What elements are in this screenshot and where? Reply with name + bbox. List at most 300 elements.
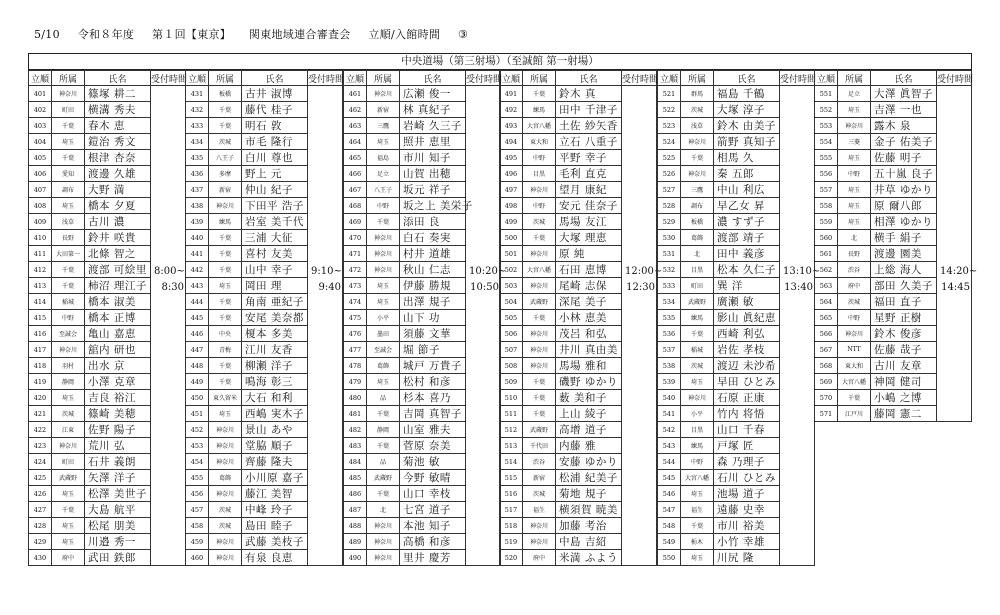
entry-affiliation: 神奈川 bbox=[367, 534, 400, 550]
entry-affiliation: 江東 bbox=[52, 422, 85, 438]
entry-number: 426 bbox=[29, 486, 52, 502]
entry-number: 556 bbox=[815, 166, 838, 182]
entry-number: 530 bbox=[658, 230, 681, 246]
entry-name: 廣瀬 敏 bbox=[714, 294, 780, 310]
entry-number: 485 bbox=[344, 470, 367, 486]
entry-number: 410 bbox=[29, 230, 52, 246]
entry-name: 濃 すず子 bbox=[714, 214, 780, 230]
entry-affiliation: 中野 bbox=[367, 198, 400, 214]
entry-affiliation: 大宮八幡 bbox=[838, 374, 871, 390]
entry-number: 457 bbox=[186, 502, 209, 518]
entry-number: 548 bbox=[658, 518, 681, 534]
column-name: 氏名 bbox=[242, 71, 308, 86]
entry-affiliation: 千代田 bbox=[523, 438, 556, 454]
entry-affiliation: 埼玉 bbox=[681, 486, 714, 502]
column-time: 受付時間 bbox=[622, 71, 657, 86]
entry-number: 464 bbox=[344, 134, 367, 150]
entry-name: 横手 絹子 bbox=[871, 230, 937, 246]
entry-affiliation: 神奈川 bbox=[681, 134, 714, 150]
entry-table bbox=[185, 70, 343, 566]
entry-affiliation: 品 bbox=[367, 390, 400, 406]
entry-name: 篠塚 耕二 bbox=[85, 86, 151, 102]
entry-name: 鈴木 真 bbox=[556, 86, 622, 102]
entry-affiliation: 新宿 bbox=[367, 102, 400, 118]
entry-number: 441 bbox=[186, 246, 209, 262]
entry-number: 435 bbox=[186, 150, 209, 166]
reception-time-cell bbox=[308, 86, 343, 566]
entry-affiliation: 千葉 bbox=[367, 214, 400, 230]
entry-affiliation: 稲城 bbox=[52, 294, 85, 310]
entry-number: 537 bbox=[658, 342, 681, 358]
entry-name: 西嶋 実木子 bbox=[242, 406, 308, 422]
entry-name: 有泉 良恵 bbox=[242, 550, 308, 566]
entry-affiliation: 多摩 bbox=[209, 166, 242, 182]
entry-name: 金子 佑美子 bbox=[871, 134, 937, 150]
column-time: 受付時間 bbox=[466, 71, 501, 86]
entry-name: 三浦 大征 bbox=[242, 230, 308, 246]
entry-affiliation: 神奈川 bbox=[52, 86, 85, 102]
table-row bbox=[815, 86, 972, 102]
entry-affiliation: 町田 bbox=[681, 278, 714, 294]
entry-affiliation: 足立 bbox=[367, 166, 400, 182]
entry-number: 408 bbox=[29, 198, 52, 214]
entry-affiliation: 埼玉 bbox=[838, 214, 871, 230]
entry-number: 451 bbox=[186, 406, 209, 422]
entry-number: 496 bbox=[500, 166, 523, 182]
entry-name: 春木 恵 bbox=[85, 118, 151, 134]
schedule-sheet bbox=[28, 53, 978, 593]
reception-end: 8:30 bbox=[161, 282, 184, 294]
entry-affiliation: 埼玉 bbox=[367, 294, 400, 310]
entry-name: 篠崎 美穂 bbox=[85, 406, 151, 422]
entry-name: 本池 知子 bbox=[400, 518, 466, 534]
reception-end: 14:45 bbox=[941, 282, 970, 294]
entry-affiliation: 武蔵野 bbox=[681, 294, 714, 310]
entry-affiliation: 埼玉 bbox=[52, 486, 85, 502]
entry-name: 松本 久仁子 bbox=[714, 262, 780, 278]
reception-end: 12:30 bbox=[626, 282, 655, 294]
column-time: 受付時間 bbox=[780, 71, 815, 86]
entry-name: 石川 ひとみ bbox=[714, 470, 780, 486]
entry-name: 藤江 美智 bbox=[242, 486, 308, 502]
entry-number: 567 bbox=[815, 342, 838, 358]
entry-number: 569 bbox=[815, 374, 838, 390]
entry-affiliation: 千葉 bbox=[52, 150, 85, 166]
entry-affiliation: 埼玉 bbox=[52, 390, 85, 406]
entry-number: 545 bbox=[658, 470, 681, 486]
entry-number: 420 bbox=[29, 390, 52, 406]
entry-affiliation: 小平 bbox=[367, 310, 400, 326]
entry-name: 鳴海 彰三 bbox=[242, 374, 308, 390]
entry-number: 472 bbox=[344, 262, 367, 278]
entry-name: 藤岡 憲二 bbox=[871, 406, 937, 422]
entry-name: 平野 幸子 bbox=[556, 150, 622, 166]
reception-start: 9:10~ bbox=[311, 266, 342, 278]
entry-affiliation: 千葉 bbox=[523, 310, 556, 326]
entry-affiliation: 栃木 bbox=[681, 534, 714, 550]
entry-affiliation: 神奈川 bbox=[367, 262, 400, 278]
entry-number: 495 bbox=[500, 150, 523, 166]
entry-affiliation: 千葉 bbox=[209, 374, 242, 390]
reception-start: 8:00~ bbox=[154, 266, 185, 278]
entry-affiliation: 三鷹 bbox=[681, 182, 714, 198]
entry-number: 460 bbox=[186, 550, 209, 566]
time-block-4 bbox=[499, 70, 663, 566]
entry-number: 402 bbox=[29, 102, 52, 118]
entry-number: 527 bbox=[658, 182, 681, 198]
entry-name: 坂元 祥子 bbox=[400, 182, 466, 198]
entry-name: 尾崎 志保 bbox=[556, 278, 622, 294]
entry-name: 岡田 理 bbox=[242, 278, 308, 294]
entry-number: 552 bbox=[815, 102, 838, 118]
entry-name: 大野 満 bbox=[85, 182, 151, 198]
column-no: 立順 bbox=[186, 71, 209, 86]
entry-affiliation: 中野 bbox=[838, 166, 871, 182]
entry-affiliation: 目黒 bbox=[523, 166, 556, 182]
entry-affiliation: 神奈川 bbox=[209, 422, 242, 438]
entry-number: 528 bbox=[658, 198, 681, 214]
entry-affiliation: 埼玉 bbox=[209, 406, 242, 422]
entry-number: 524 bbox=[658, 134, 681, 150]
entry-number: 424 bbox=[29, 454, 52, 470]
column-time: 受付時間 bbox=[308, 71, 343, 86]
entry-name: 亀山 嘉恵 bbox=[85, 326, 151, 342]
entry-name: 渡部 可絵里 bbox=[85, 262, 151, 278]
entry-number: 546 bbox=[658, 486, 681, 502]
entry-name: 小川原 嘉子 bbox=[242, 470, 308, 486]
entry-number: 539 bbox=[658, 374, 681, 390]
entry-affiliation: 長野 bbox=[838, 246, 871, 262]
entry-affiliation: 大宮八幡 bbox=[681, 470, 714, 486]
entry-name: 古川 濃 bbox=[85, 214, 151, 230]
column-name: 氏名 bbox=[85, 71, 151, 86]
entry-affiliation: 茨城 bbox=[838, 294, 871, 310]
entry-number: 484 bbox=[344, 454, 367, 470]
entry-number: 563 bbox=[815, 278, 838, 294]
entry-affiliation: 福生 bbox=[681, 502, 714, 518]
reception-time-cell bbox=[466, 86, 507, 566]
entry-number: 507 bbox=[500, 342, 523, 358]
entry-affiliation: 神奈川 bbox=[52, 438, 85, 454]
entry-name: 武藤 美枝子 bbox=[242, 534, 308, 550]
time-block-5 bbox=[657, 70, 821, 566]
entry-affiliation: 埼玉 bbox=[838, 150, 871, 166]
reception-end: 9:40 bbox=[318, 282, 341, 294]
entry-affiliation: 埼玉 bbox=[838, 198, 871, 214]
entry-name: 小林 恵美 bbox=[556, 310, 622, 326]
entry-number: 442 bbox=[186, 262, 209, 278]
entry-number: 487 bbox=[344, 502, 367, 518]
column-affiliation: 所属 bbox=[209, 71, 242, 86]
entry-affiliation: 千葉 bbox=[209, 230, 242, 246]
entry-name: 望月 康紀 bbox=[556, 182, 622, 198]
entry-number: 425 bbox=[29, 470, 52, 486]
entry-affiliation: 埼玉 bbox=[52, 134, 85, 150]
entry-name: 松尾 朋美 bbox=[85, 518, 151, 534]
entry-affiliation: 茨城 bbox=[681, 358, 714, 374]
entry-number: 428 bbox=[29, 518, 52, 534]
entry-name: 小嶋 之博 bbox=[871, 390, 937, 406]
entry-affiliation: 千葉 bbox=[523, 86, 556, 102]
entry-name: 橋本 正博 bbox=[85, 310, 151, 326]
entry-name: 石井 義朗 bbox=[85, 454, 151, 470]
entry-name: 加藤 考治 bbox=[556, 518, 622, 534]
entry-affiliation: 愛知 bbox=[52, 166, 85, 182]
entry-number: 478 bbox=[344, 358, 367, 374]
entry-number: 499 bbox=[500, 214, 523, 230]
entry-affiliation: 千葉 bbox=[523, 390, 556, 406]
entry-name: 藤代 桂子 bbox=[242, 102, 308, 118]
table-row bbox=[186, 86, 343, 102]
entry-number: 510 bbox=[500, 390, 523, 406]
entry-affiliation: 中野 bbox=[838, 310, 871, 326]
entry-name: 影山 眞紀恵 bbox=[714, 310, 780, 326]
entry-number: 571 bbox=[815, 406, 838, 422]
entry-affiliation: 神奈川 bbox=[367, 246, 400, 262]
entry-name: 相馬 久 bbox=[714, 150, 780, 166]
entry-affiliation: 茨城 bbox=[523, 486, 556, 502]
entry-table bbox=[814, 70, 978, 422]
entry-number: 415 bbox=[29, 310, 52, 326]
header-date: 5/10 bbox=[34, 28, 60, 41]
entry-name: 馬場 雅和 bbox=[556, 358, 622, 374]
entry-number: 523 bbox=[658, 118, 681, 134]
entry-name: 毛利 直克 bbox=[556, 166, 622, 182]
entry-name: 吉良 裕江 bbox=[85, 390, 151, 406]
entry-affiliation: 千葉 bbox=[209, 246, 242, 262]
entry-number: 466 bbox=[344, 166, 367, 182]
entry-number: 553 bbox=[815, 118, 838, 134]
entry-name: 山中 幸子 bbox=[242, 262, 308, 278]
entry-affiliation: 浅草 bbox=[681, 118, 714, 134]
entry-affiliation: 至誠会 bbox=[52, 326, 85, 342]
entry-number: 526 bbox=[658, 166, 681, 182]
entry-affiliation: 茨城 bbox=[523, 214, 556, 230]
entry-name: 出澤 規子 bbox=[400, 294, 466, 310]
entry-number: 443 bbox=[186, 278, 209, 294]
entry-affiliation: 千葉 bbox=[209, 118, 242, 134]
entry-name: 早乙女 昇 bbox=[714, 198, 780, 214]
entry-affiliation: 練馬 bbox=[523, 102, 556, 118]
entry-number: 516 bbox=[500, 486, 523, 502]
entry-affiliation: 千葉 bbox=[367, 438, 400, 454]
entry-name: 鈴井 咲貴 bbox=[85, 230, 151, 246]
entry-name: 齊藤 隆夫 bbox=[242, 454, 308, 470]
entry-affiliation: 武蔵野 bbox=[523, 294, 556, 310]
entry-affiliation: 静岡 bbox=[52, 374, 85, 390]
entry-number: 566 bbox=[815, 326, 838, 342]
entry-name: 山口 千春 bbox=[714, 422, 780, 438]
column-affiliation: 所属 bbox=[52, 71, 85, 86]
entry-name: 横溝 秀夫 bbox=[85, 102, 151, 118]
table-row bbox=[658, 86, 815, 102]
entry-affiliation: 中野 bbox=[523, 150, 556, 166]
entry-name: 菅原 奈美 bbox=[400, 438, 466, 454]
entry-name: 渡部 靖子 bbox=[714, 230, 780, 246]
entry-affiliation: 神奈川 bbox=[523, 182, 556, 198]
entry-affiliation: 茨城 bbox=[209, 134, 242, 150]
column-time: 受付時間 bbox=[937, 71, 972, 86]
entry-number: 538 bbox=[658, 358, 681, 374]
entry-number: 515 bbox=[500, 470, 523, 486]
entry-name: 大石 和利 bbox=[242, 390, 308, 406]
entry-affiliation: 長野 bbox=[52, 230, 85, 246]
entry-number: 535 bbox=[658, 310, 681, 326]
entry-name: 白石 奏実 bbox=[400, 230, 466, 246]
entry-number: 547 bbox=[658, 502, 681, 518]
entry-name: 松澤 美世子 bbox=[85, 486, 151, 502]
entry-affiliation: 千葉 bbox=[838, 390, 871, 406]
table-row bbox=[29, 86, 186, 102]
entry-number: 492 bbox=[500, 102, 523, 118]
entry-number: 483 bbox=[344, 438, 367, 454]
entry-affiliation: 千葉 bbox=[52, 278, 85, 294]
entry-number: 520 bbox=[500, 550, 523, 566]
entry-number: 568 bbox=[815, 358, 838, 374]
header-doc-type: 立順/入館時間 bbox=[368, 28, 441, 41]
entry-number: 418 bbox=[29, 358, 52, 374]
column-header-row bbox=[815, 71, 972, 86]
entry-name: 遠藤 史幸 bbox=[714, 502, 780, 518]
entry-name: 伊藤 勝規 bbox=[400, 278, 466, 294]
entry-affiliation: 新宿 bbox=[523, 470, 556, 486]
reception-time-cell bbox=[780, 86, 821, 566]
entry-name: 柳瀬 洋子 bbox=[242, 358, 308, 374]
entry-number: 555 bbox=[815, 150, 838, 166]
entry-number: 491 bbox=[500, 86, 523, 102]
entry-table bbox=[499, 70, 663, 566]
entry-affiliation: 神奈川 bbox=[523, 358, 556, 374]
entry-affiliation: 神奈川 bbox=[523, 518, 556, 534]
entry-number: 564 bbox=[815, 294, 838, 310]
entry-name: 中峰 玲子 bbox=[242, 502, 308, 518]
column-header-row bbox=[344, 71, 501, 86]
entry-affiliation: 神奈川 bbox=[523, 278, 556, 294]
entry-affiliation: 目黒 bbox=[681, 262, 714, 278]
entry-name: 今野 敏晴 bbox=[400, 470, 466, 486]
entry-affiliation: 大宮八幡 bbox=[523, 118, 556, 134]
entry-affiliation: 板橋 bbox=[681, 214, 714, 230]
entry-affiliation: 青梅 bbox=[209, 342, 242, 358]
entry-name: 坂之上 美栄子 bbox=[400, 198, 466, 214]
entry-affiliation: 茨城 bbox=[209, 502, 242, 518]
column-no: 立順 bbox=[815, 71, 838, 86]
entry-name: 吉澤 一也 bbox=[871, 102, 937, 118]
entry-affiliation: 千葉 bbox=[681, 150, 714, 166]
entry-name: 深尾 美子 bbox=[556, 294, 622, 310]
entry-number: 541 bbox=[658, 406, 681, 422]
entry-number: 529 bbox=[658, 214, 681, 230]
entry-number: 409 bbox=[29, 214, 52, 230]
column-header-row bbox=[29, 71, 186, 86]
entry-number: 407 bbox=[29, 182, 52, 198]
column-affiliation: 所属 bbox=[681, 71, 714, 86]
entry-affiliation: 三鷹 bbox=[367, 118, 400, 134]
entry-name: 福島 千鶴 bbox=[714, 86, 780, 102]
entry-affiliation: 小平 bbox=[681, 406, 714, 422]
entry-affiliation: 神奈川 bbox=[523, 342, 556, 358]
entry-number: 512 bbox=[500, 422, 523, 438]
entry-name: 古井 淑博 bbox=[242, 86, 308, 102]
entry-number: 519 bbox=[500, 534, 523, 550]
entry-affiliation: 墨田 bbox=[367, 326, 400, 342]
entry-affiliation: 府中 bbox=[52, 550, 85, 566]
entry-name: 五十嵐 良子 bbox=[871, 166, 937, 182]
entry-name: 喜村 友美 bbox=[242, 246, 308, 262]
entry-affiliation: 神奈川 bbox=[681, 166, 714, 182]
entry-number: 550 bbox=[658, 550, 681, 566]
entry-affiliation: 練馬 bbox=[681, 310, 714, 326]
entry-number: 508 bbox=[500, 358, 523, 374]
header-event: 関東地域連合審査会 bbox=[248, 28, 351, 41]
entry-number: 423 bbox=[29, 438, 52, 454]
entry-name: 原 爾八郎 bbox=[871, 198, 937, 214]
entry-number: 404 bbox=[29, 134, 52, 150]
entry-number: 518 bbox=[500, 518, 523, 534]
entry-name: 大島 航平 bbox=[85, 502, 151, 518]
entry-affiliation: 武蔵野 bbox=[367, 470, 400, 486]
entry-affiliation: 静岡 bbox=[367, 422, 400, 438]
entry-number: 450 bbox=[186, 390, 209, 406]
entry-affiliation: 千葉 bbox=[523, 374, 556, 390]
entry-name: 須藤 文華 bbox=[400, 326, 466, 342]
time-block-2 bbox=[185, 70, 343, 566]
entry-name: 景山 あや bbox=[242, 422, 308, 438]
entry-number: 502 bbox=[500, 262, 523, 278]
entry-number: 455 bbox=[186, 470, 209, 486]
entry-affiliation: 八王子 bbox=[367, 182, 400, 198]
entry-name: 上総 海人 bbox=[871, 262, 937, 278]
entry-affiliation: 板橋 bbox=[209, 86, 242, 102]
entry-name: 山室 雅夫 bbox=[400, 422, 466, 438]
entry-affiliation: 北 bbox=[367, 502, 400, 518]
entry-number: 480 bbox=[344, 390, 367, 406]
entry-name: 池場 道子 bbox=[714, 486, 780, 502]
entry-name: 森 乃理子 bbox=[714, 454, 780, 470]
column-no: 立順 bbox=[29, 71, 52, 86]
entry-name: 市川 裕美 bbox=[714, 518, 780, 534]
entry-name: 堂脇 順子 bbox=[242, 438, 308, 454]
entry-affiliation: 三菱 bbox=[838, 134, 871, 150]
entry-affiliation: 千葉 bbox=[367, 406, 400, 422]
entry-name: 市毛 隆行 bbox=[242, 134, 308, 150]
entry-affiliation: 千葉 bbox=[209, 102, 242, 118]
reception-start: 10:20~ bbox=[469, 266, 507, 278]
column-name: 氏名 bbox=[556, 71, 622, 86]
entry-number: 482 bbox=[344, 422, 367, 438]
entry-number: 549 bbox=[658, 534, 681, 550]
entry-affiliation: 茨城 bbox=[681, 102, 714, 118]
entry-number: 497 bbox=[500, 182, 523, 198]
entry-affiliation: 神奈川 bbox=[209, 454, 242, 470]
entry-number: 432 bbox=[186, 102, 209, 118]
entry-number: 542 bbox=[658, 422, 681, 438]
entry-affiliation: 群馬 bbox=[681, 86, 714, 102]
column-affiliation: 所属 bbox=[523, 71, 556, 86]
entry-affiliation: 神奈川 bbox=[681, 390, 714, 406]
entry-number: 554 bbox=[815, 134, 838, 150]
entry-name: 江川 友香 bbox=[242, 342, 308, 358]
entry-name: 茂呂 和弘 bbox=[556, 326, 622, 342]
entry-number: 454 bbox=[186, 454, 209, 470]
entry-affiliation: 埼玉 bbox=[681, 374, 714, 390]
entry-name: 根津 杏奈 bbox=[85, 150, 151, 166]
entry-number: 429 bbox=[29, 534, 52, 550]
column-no: 立順 bbox=[658, 71, 681, 86]
entry-number: 560 bbox=[815, 230, 838, 246]
entry-number: 513 bbox=[500, 438, 523, 454]
reception-start: 13:10~ bbox=[783, 266, 821, 278]
